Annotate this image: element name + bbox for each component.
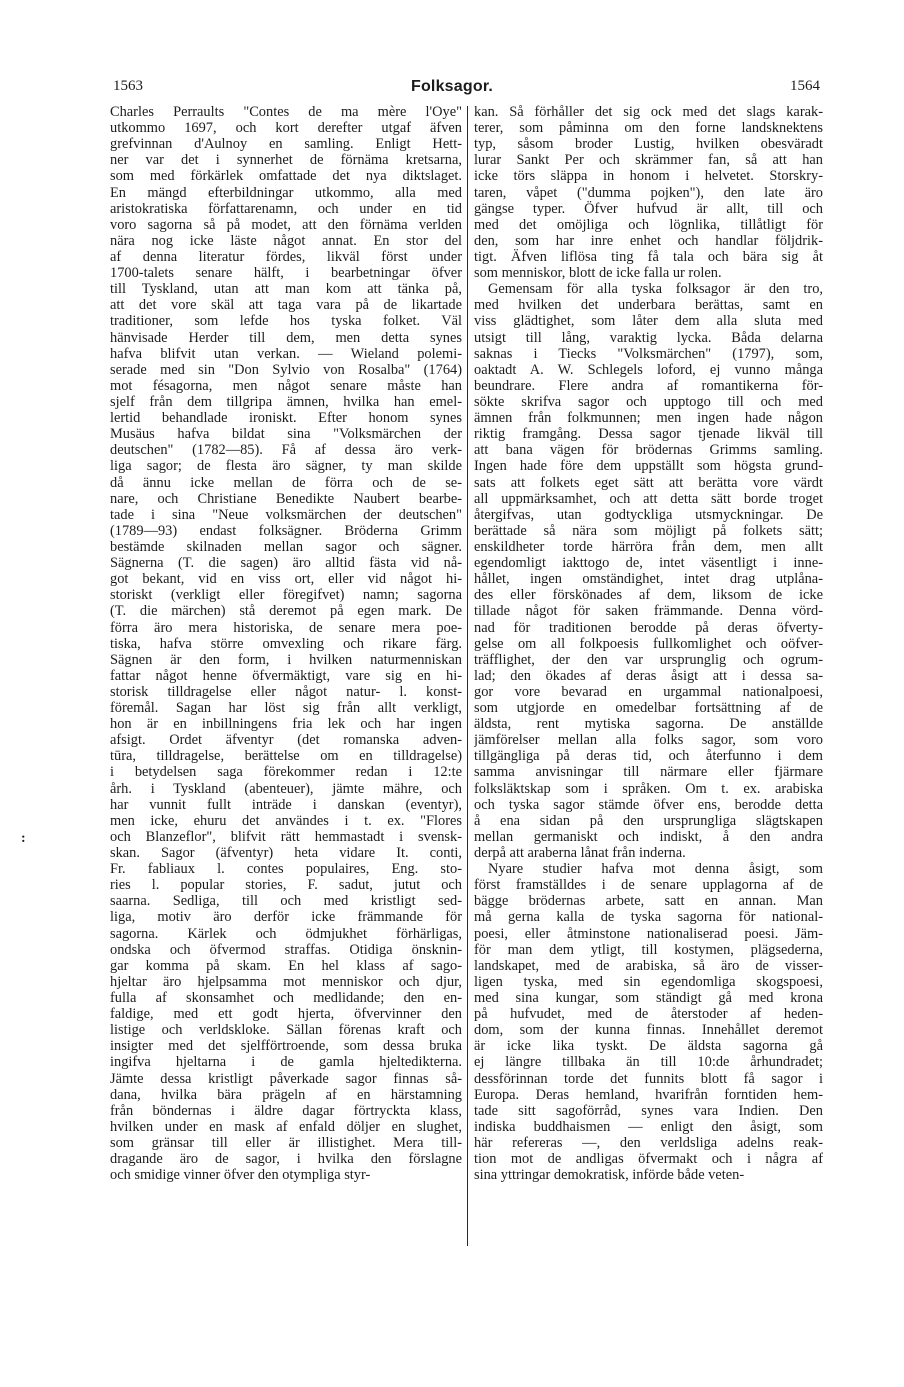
- text-line: saknas i Tiecks "Volksmärchen" (1797), som,: [474, 345, 823, 362]
- text-line: äldsta, rent mytiska sagorna. De anställde: [474, 716, 823, 733]
- text-line: viss glädtighet, som låter dem alla sluta med: [474, 313, 823, 330]
- text-line: fulla af skonsamhet och medlidande; den en-: [110, 990, 462, 1007]
- text-line: tade i sina "Neue volksmärchen der deutschen": [110, 506, 462, 523]
- text-line: bestämde skilnaden mellan sagor och sägner.: [110, 538, 462, 555]
- text-line: folksläktskap som i språken. Om t. ex. arabiska: [474, 780, 823, 797]
- right-text-column: [474, 104, 823, 1183]
- text-line: terer, som påminna om den forne landsknektens: [474, 120, 823, 137]
- text-line: storiskt (verkligt eller föregifvet) namn; sagorna: [110, 587, 462, 604]
- text-line: må gerna kalla de tyska sagorna för national-: [474, 909, 823, 926]
- text-line: listige och verldskloke. Sällan förenas kraft och: [110, 1022, 462, 1039]
- text-line: dom, som der kunna finnas. Innehållet deremot: [474, 1022, 823, 1039]
- text-line: gängse typer. Öfver hufvud är allt, till och: [474, 200, 823, 217]
- text-line: här refereras —, den verldsliga adelns reak-: [474, 1135, 823, 1151]
- text-line: ligen tyska, med sin egendomliga skogspoesi,: [474, 973, 823, 990]
- text-line: jämförelser mellan alla folks sagor, som voro: [474, 732, 823, 749]
- text-line: och tyska sagor stämde öfver ens, berodde detta: [474, 796, 823, 813]
- text-line: tiska, hafva större omvexling och rikare färg.: [110, 635, 462, 652]
- text-line: Sägnerna (T. die sagen) äro alltid fästa vid nå-: [110, 555, 462, 572]
- text-line: liga sagor; de flesta äro sägner, ty man skilde: [110, 458, 462, 475]
- text-line: nad för traditionen berodde på deras öfverty-: [474, 619, 823, 636]
- text-line: En mängd efterbildningar utkommo, alla med: [110, 184, 462, 201]
- column-divider: [467, 106, 468, 1246]
- text-line: all uppmärksamhet, och att detta sätt borde troget: [474, 490, 823, 507]
- text-line: som menniskor, blott de icke falla ur rolen.: [474, 265, 722, 282]
- text-line: med hvilken det underbara berättas, samt en: [474, 297, 823, 314]
- text-line: dessförinnan torde det funnits blott få sagor i: [474, 1070, 823, 1087]
- text-line: ondska och öfvermod straffas. Otidiga önsknin-: [110, 941, 462, 958]
- text-line: oaktadt A. W. Schlegels loford, ej vunno många: [474, 361, 823, 378]
- text-line: som gränsar till eller är illistighet. Mera till-: [110, 1135, 462, 1151]
- text-line: Gemensam för alla tyska folksagor är den tro,: [488, 281, 823, 298]
- text-line: derpå att araberna lånat från inderna.: [474, 845, 686, 862]
- text-line: skan. Sagor (äfventyr) heta vidare It. conti,: [110, 845, 462, 862]
- text-line: lad; den ökades af deras åsigt att i dessa sa-: [474, 667, 823, 684]
- text-line: men icke, ehuru det användes i t. ex. "Flores: [110, 812, 462, 829]
- text-line: återgifvas, utan godtyckliga utsmyckningar. De: [474, 506, 823, 523]
- text-line: hjeltar äro hjelpsamma mot menniskor och djur,: [110, 973, 462, 990]
- text-line: afsigt. Ordet äfventyr (det romanska adven-: [110, 732, 462, 749]
- text-line: i betydelsen saga förekommer redan i 12:te: [110, 764, 462, 781]
- text-line: berättade så nära som möjligt på folkets sätt;: [474, 522, 823, 539]
- text-line: tillade något för saken främmande. Denna vörd-: [474, 603, 823, 620]
- text-line: ingifva hjeltarna i de gamla hjeltedikterna.: [110, 1054, 462, 1071]
- text-line: mot fésagorna, men något senare måste han: [110, 377, 462, 394]
- text-line: Charles Perraults "Contes de ma mère l'Oye": [110, 104, 462, 120]
- text-line: bägge brödernas arbete, satt en annan. Man: [474, 893, 823, 910]
- text-line: kan. Så förhåller det sig ock med det slags karak-: [474, 104, 823, 120]
- text-line: gar komma på skam. En hel klass af sago-: [110, 957, 462, 974]
- text-line: lertid behandlade ironiskt. Efter honom synes: [110, 410, 462, 427]
- text-line: sagorna. Kärlek och ödmjukhet förhärligas,: [110, 925, 462, 942]
- text-line: ej längre tillbaka än till 10:de århundradet;: [474, 1054, 823, 1071]
- text-line: att det vore skäl att taga vara på de likartade: [110, 297, 462, 314]
- text-line: är icke lika tyskt. De äldsta sagorna gå: [474, 1038, 823, 1055]
- text-line: sina yttringar demokratisk, införde både veten-: [474, 1167, 745, 1184]
- text-line: årh. i Tyskland (abenteuer), jämte mähre, och: [110, 780, 462, 797]
- text-line: typ, såsom broder Lustig, hvilken obesväradt: [474, 136, 823, 153]
- left-text-column: [110, 104, 462, 1183]
- page-header: [0, 78, 904, 102]
- text-line: hållet, ingen omständighet, intet drag utplåna-: [474, 571, 823, 588]
- page-number-left: 1563: [113, 78, 143, 94]
- text-line: aristokratiska författarenamn, och under en tid: [110, 200, 462, 217]
- text-line: förra äro mera historiska, de senare mera poe-: [110, 619, 462, 636]
- text-line: fattar något henne öfvermäktigt, vare sig en hi-: [110, 667, 462, 684]
- text-line: sökte skrifva sagor och upptogo till och med: [474, 393, 823, 410]
- text-line: Nyare studier hafva mot denna åsigt, som: [488, 861, 823, 878]
- text-line: nare, och Christiane Benedikte Naubert bearbe-: [110, 490, 462, 507]
- text-line: beundrare. Flere andra af romantikerna för-: [474, 377, 823, 394]
- text-line: och smidige vinner öfver den otympliga styr-: [110, 1167, 371, 1184]
- text-line: landskapet, med de arabiska, så äro de visser-: [474, 957, 823, 974]
- text-line: dragande äro de sagor, i hvilka den förslagne: [110, 1151, 462, 1168]
- text-line: 1700-talets senare hälft, i bearbetningar öfver: [110, 265, 462, 282]
- text-line: (1789—93) endast folksägner. Bröderna Grimm: [110, 522, 462, 539]
- text-line: Fr. fabliaux l. contes populaires, Eng. sto-: [110, 861, 462, 878]
- page-number-right: 1564: [790, 78, 820, 94]
- text-line: hvilken under en mask af enfald döljer en slughet,: [110, 1118, 462, 1135]
- text-line: saarna. Sedliga, till och med kristligt sed-: [110, 893, 462, 910]
- text-line: tūra, tilldragelse, berättelse om en tilldragelse): [110, 748, 462, 765]
- text-line: först framställdes i de senare upplagorna af de: [474, 877, 823, 894]
- text-line: ämnen från folkmunnen; men ingen hade någon: [474, 410, 823, 427]
- text-line: gor vore bevarad en urgammal nationalpoesi,: [474, 683, 823, 700]
- margin-mark: :: [21, 831, 26, 846]
- text-line: föremål. Sagan har löst sig från allt verkligt,: [110, 700, 462, 717]
- text-line: storisk tilldragelse eller något natur- l. konst-: [110, 683, 462, 700]
- text-line: sjelf från dem tillgripa ämnen, hvilka han emel-: [110, 393, 462, 410]
- text-line: got bekant, vid en viss ort, eller vid något hi-: [110, 571, 462, 588]
- text-line: lurar Sankt Per och skrämmer fan, så att han: [474, 152, 823, 169]
- text-line: ries l. popular stories, F. sadut, jutut och: [110, 877, 462, 894]
- text-line: på hufvudet, med de återstoder af heden-: [474, 1006, 823, 1023]
- text-line: des eller förskönades af dem, liksom de icke: [474, 587, 823, 604]
- text-line: taren, våpet ("dumma pojken"), den late äro: [474, 184, 823, 201]
- text-line: sats att folkets eget sätt att berätta vore värdt: [474, 474, 823, 491]
- text-line: som med förkärlek omfattade det nya diktslaget.: [110, 168, 462, 185]
- text-line: traditioner, som lefde hos tyska folket. Väl: [110, 313, 462, 330]
- text-line: tigt. Äfven liflösa ting få tala och bära sig åt: [474, 248, 823, 265]
- text-line: (T. die märchen) stå deremot på egen mark. De: [110, 603, 462, 620]
- text-line: gelse om all folkpoesis fullkomlighet och oöfver-: [474, 635, 823, 652]
- text-line: nära nog icke läste något annat. En stor del: [110, 232, 462, 249]
- text-line: Musäus hafva bildat sina "Volksmärchen der: [110, 426, 462, 443]
- text-line: serade med sin "Don Sylvio von Rosalba" (1764): [110, 361, 462, 378]
- text-line: Jämte dessa kristligt påverkade sagor finnas så-: [110, 1070, 462, 1087]
- text-line: riktig framgång. Dessa sagor tjenade likväl till: [474, 426, 823, 443]
- text-line: grefvinnan d'Aulnoy en samling. Enligt Hett-: [110, 136, 462, 153]
- text-line: hänvisade Herder till dem, men detta synes: [110, 329, 462, 346]
- text-line: samma anvisningar till närmare eller fjärmare: [474, 764, 823, 781]
- text-line: indiska buddhaismen — enligt den åsigt, som: [474, 1118, 823, 1135]
- text-line: icke törs släppa in honom i helvetet. Storskry-: [474, 168, 823, 185]
- text-line: den, som har inre enhet och handlar följdrik-: [474, 232, 823, 249]
- text-line: liga, motiv äro derför icke främmande för: [110, 909, 462, 926]
- text-line: mellan germaniskt och indiskt, å den andra: [474, 828, 823, 845]
- text-line: ner var det i synnerhet de förnäma kretsarna,: [110, 152, 462, 169]
- text-line: från böndernas i äldre dagar förtryckta klass,: [110, 1102, 462, 1119]
- text-line: voro sagorna så på modet, att den förnäma verlden: [110, 216, 462, 233]
- text-line: Europa. Deras hemland, hvarifrån forntiden hem-: [474, 1086, 823, 1103]
- text-line: hon är en inbillningens fria lek och har ingen: [110, 716, 462, 733]
- text-line: å ena sidan på den ursprungliga slägtskapen: [474, 812, 823, 829]
- text-line: utsigt till lång, varaktig lycka. Båda delarna: [474, 329, 823, 346]
- text-line: har vunnit fullt inträde i danskan (eventyr),: [110, 796, 462, 813]
- text-line: poesi, eller åtminstone nationaliserad poesi. Jäm-: [474, 925, 823, 942]
- text-line: hafva blifvit utan verkan. — Wieland polemi-: [110, 345, 462, 362]
- text-line: tillgängliga på deras tid, och återfunno i dem: [474, 748, 823, 765]
- text-line: som utgjorde en omedelbar fortsättning af de: [474, 700, 823, 717]
- text-line: till Tyskland, utan att man kom att tänka på,: [110, 281, 462, 298]
- text-line: tade sitt sagoförråd, synes vara Indien. Den: [474, 1102, 823, 1119]
- text-line: enskildheter torde härröra från dem, men allt: [474, 538, 823, 555]
- text-line: träfflighet, der den var ursprunglig och ogrum-: [474, 651, 823, 668]
- text-line: för man dem ytligt, till kostymen, plägsederna,: [474, 941, 823, 958]
- text-line: insigter med det sjelfförtroende, som dessa bruka: [110, 1038, 462, 1055]
- text-line: dana, hvilka bära prägeln af en härstamning: [110, 1086, 462, 1103]
- text-line: af denna literatur fördes, likväl först under: [110, 248, 462, 265]
- running-title: Folksagor.: [410, 78, 494, 95]
- text-line: att bana vägen för brödernas Grimms samling.: [474, 442, 823, 459]
- text-line: med sina kungar, som ständigt gå med krona: [474, 990, 823, 1007]
- text-line: egendomligt iakttogo de, intet väsentligt i inne-: [474, 555, 823, 572]
- text-line: faldige, med ett godt hjerta, öfvervinner den: [110, 1006, 462, 1023]
- text-line: deutschen" (1782—85). Få af dessa äro verk-: [110, 442, 462, 459]
- text-line: tion mot de andligas öfvermakt och i några af: [474, 1151, 823, 1168]
- text-line: Sägnen är den form, i hvilken naturmenniskan: [110, 651, 462, 668]
- text-line: Ingen hade före dem uppställt som högsta grund-: [474, 458, 823, 475]
- text-line: då ännu icke mellan de förra och de se-: [110, 474, 462, 491]
- text-line: med det omöjliga och lögnlika, tillåtligt för: [474, 216, 823, 233]
- text-line: och Blanzeflor", blifvit rätt hemmastadt i svensk-: [110, 828, 462, 845]
- text-line: utkommo 1697, och kort derefter utgaf äfven: [110, 120, 462, 137]
